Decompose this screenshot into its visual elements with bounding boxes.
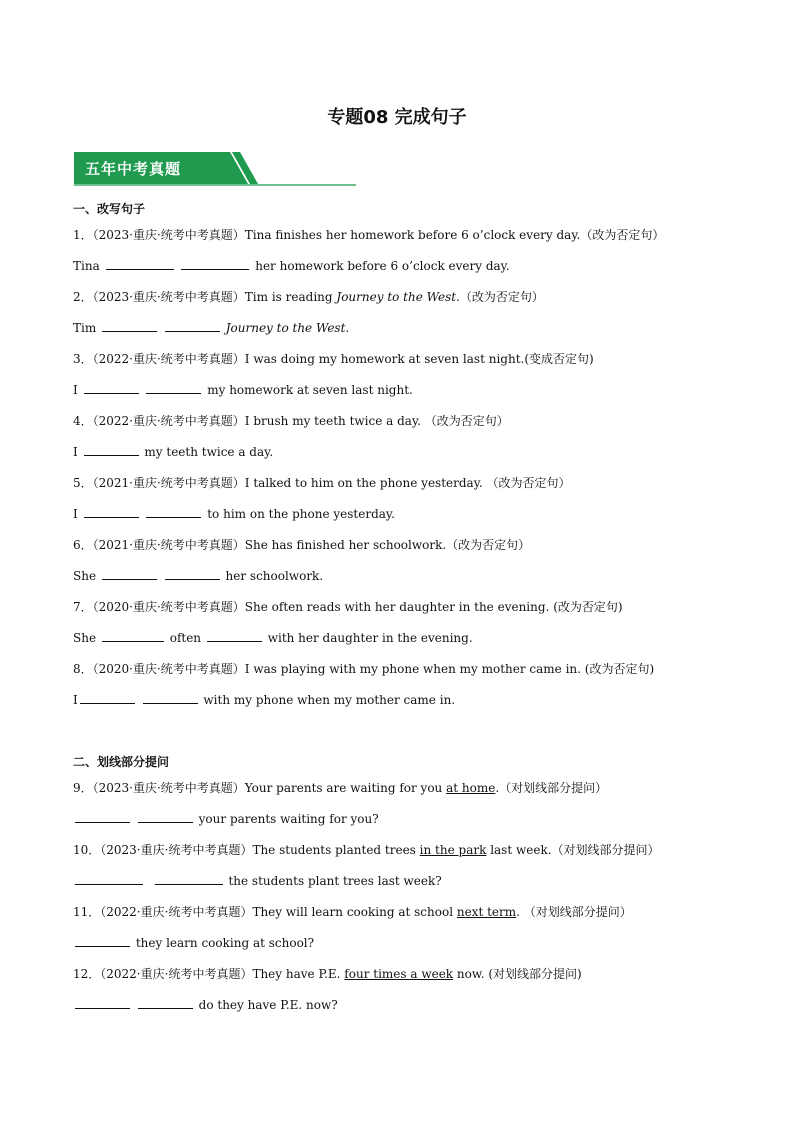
question-10: 10．（2023·重庆·统考中考真题）The students planted trees in the park last week.（对划线部分提问）	[73, 843, 660, 857]
answer-blank[interactable]	[102, 627, 164, 642]
answer-blank[interactable]	[75, 994, 130, 1009]
answer-1: Tina her homework before 6 o’clock every day.	[73, 251, 723, 282]
book-title: Journey to the West.	[336, 290, 460, 304]
answer-blank[interactable]	[207, 627, 262, 642]
answer-2: Tim Journey to the West.	[73, 313, 723, 344]
question-11: 11．（2022·重庆·统考中考真题）They will learn cooking at school next term. （对划线部分提问）	[73, 905, 632, 919]
exercise-content	[73, 198, 723, 1021]
answer-blank[interactable]	[80, 689, 135, 704]
page-title: 专题08 完成句子	[327, 107, 467, 128]
question-6: 6．（2021·重庆·统考中考真题）She has finished her schoolwork.（改为否定句）	[73, 538, 531, 552]
answer-blank[interactable]	[75, 932, 130, 947]
question-4: 4．（2022·重庆·统考中考真题）I brush my teeth twice a day. （改为否定句）	[73, 414, 509, 428]
section-banner	[74, 150, 356, 186]
answer-blank[interactable]	[102, 317, 157, 332]
answer-blank[interactable]	[84, 441, 139, 456]
underlined-part: in the park	[419, 843, 487, 857]
question-3: 3．（2022·重庆·统考中考真题）I was doing my homework at seven last night.(变成否定句)	[73, 352, 594, 366]
answer-11: they learn cooking at school?	[73, 928, 723, 959]
answer-blank[interactable]	[155, 870, 223, 885]
answer-blank[interactable]	[165, 565, 220, 580]
underlined-part: next term	[456, 905, 517, 919]
answer-4: I my teeth twice a day.	[73, 437, 723, 468]
section-heading-questions: 二、划线部分提问	[73, 755, 170, 769]
answer-10: the students plant trees last week?	[73, 866, 723, 897]
answer-blank[interactable]	[84, 379, 139, 394]
question-5: 5．（2021·重庆·统考中考真题）I talked to him on the phone yesterday. （改为否定句）	[73, 476, 571, 490]
question-8: 8．（2020·重庆·统考中考真题）I was playing with my phone when my mother came in. (改为否定句)	[73, 662, 655, 676]
answer-8: I with my phone when my mother came in.	[73, 685, 723, 716]
answer-blank[interactable]	[146, 503, 201, 518]
question-9: 9．（2023·重庆·统考中考真题）Your parents are waiting for you at home.（对划线部分提问）	[73, 781, 608, 795]
answer-blank[interactable]	[84, 503, 139, 518]
underlined-part: four times a week	[344, 967, 454, 981]
question-12: 12．（2022·重庆·统考中考真题）They have P.E. four times a week now. (对划线部分提问)	[73, 967, 582, 981]
answer-blank[interactable]	[181, 255, 249, 270]
answer-blank[interactable]	[75, 808, 130, 823]
question-1: 1．（2023·重庆·统考中考真题）Tina finishes her homework before 6 o’clock every day.（改为否定句）	[73, 228, 665, 242]
answer-12: do they have P.E. now?	[73, 990, 723, 1021]
underlined-part: at home	[446, 781, 496, 795]
answer-blank[interactable]	[146, 379, 201, 394]
answer-6: She her schoolwork.	[73, 561, 723, 592]
answer-7: She often with her daughter in the evening.	[73, 623, 723, 654]
answer-5: I to him on the phone yesterday.	[73, 499, 723, 530]
question-7: 7．（2020·重庆·统考中考真题）She often reads with her daughter in the evening. (改为否定句)	[73, 600, 623, 614]
answer-blank[interactable]	[165, 317, 220, 332]
section-heading-rewrite: 一、改写句子	[73, 202, 146, 216]
question-2: 2．（2023·重庆·统考中考真题）Tim is reading Journey to the West.（改为否定句）	[73, 290, 544, 304]
answer-blank[interactable]	[138, 808, 193, 823]
answer-blank[interactable]	[138, 994, 193, 1009]
answer-blank[interactable]	[143, 689, 198, 704]
answer-blank[interactable]	[106, 255, 174, 270]
answer-blank[interactable]	[102, 565, 157, 580]
answer-3: I my homework at seven last night.	[73, 375, 723, 406]
banner-label: 五年中考真题	[85, 160, 182, 178]
answer-9: your parents waiting for you?	[73, 804, 723, 835]
answer-blank[interactable]	[75, 870, 143, 885]
